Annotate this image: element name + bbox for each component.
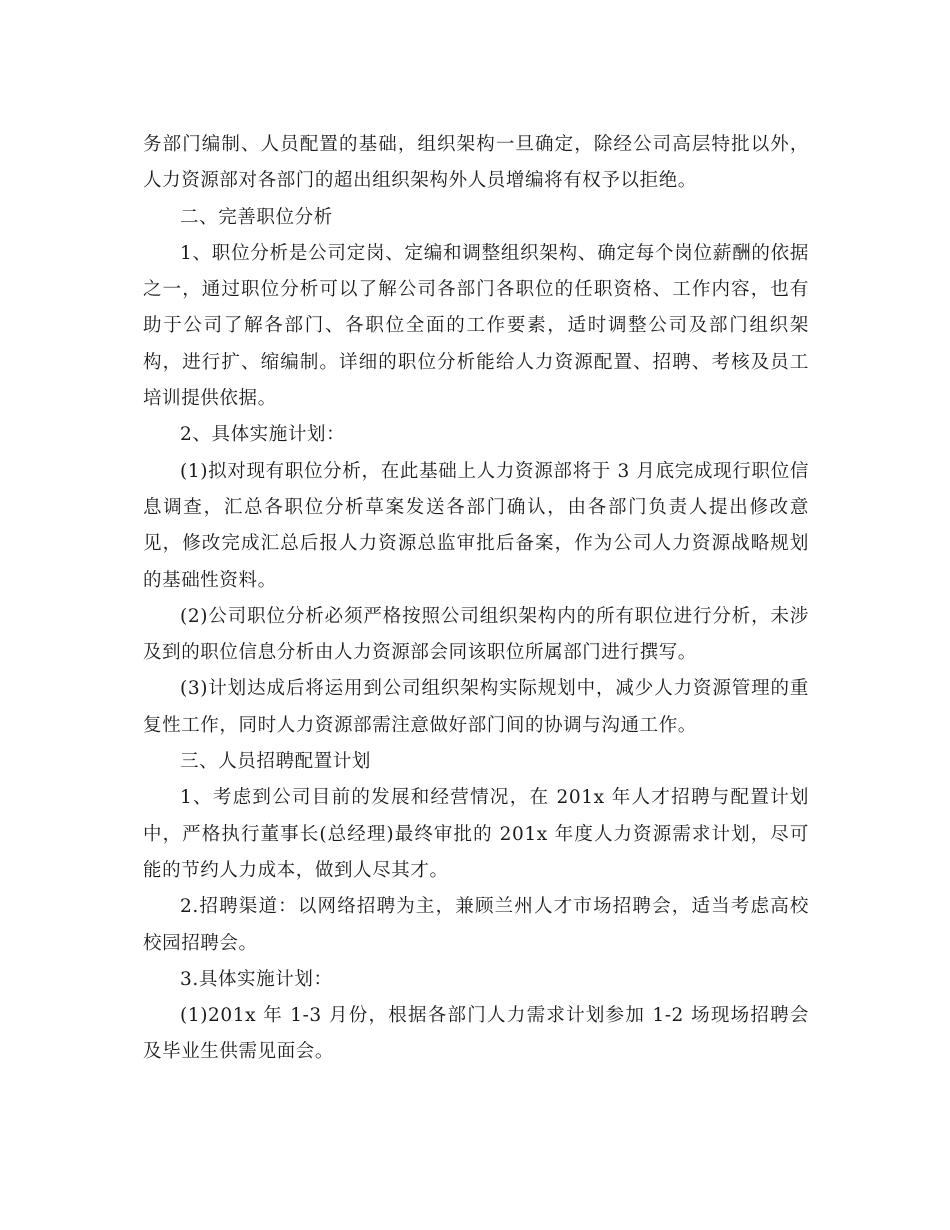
paragraph-plan-item-2: (2)公司职位分析必须严格按照公司组织架构内的所有职位进行分析，未涉及到的职位信息分析由人力资源部会同该职位所属部门进行撰写。 xyxy=(143,605,809,664)
section-heading-recruitment: 三、人员招聘配置计划 xyxy=(180,751,372,773)
paragraph-plan-item-3: (3)计划达成后将运用到公司组织架构实际规划中，减少人力资源管理的重复性工作，同时人力资源部需注意做好部门间的协调与沟通工作。 xyxy=(143,678,809,736)
subheading-recruitment-plan: 3.具体实施计划： xyxy=(180,968,333,990)
subheading-implementation-plan: 2、具体实施计划： xyxy=(180,424,346,446)
section-heading-job-analysis: 二、完善职位分析 xyxy=(180,206,333,228)
paragraph-recruitment-plan-item-1: (1)201x 年 1-3 月份，根据各部门人力需求计划参加 1-2 场现场招聘会及毕业生供需见面会。 xyxy=(143,1005,809,1063)
paragraph-plan-item-1: (1)拟对现有职位分析，在此基础上人力资源部将于 3 月底完成现行职位信息调查，汇总各职位分析草案发送各部门确认，由各部门负责人提出修改意见，修改完成汇总后报人力资源总监审批后备案，作为公司人力资源战略规划的基础性资料。 xyxy=(143,460,809,591)
paragraph-job-analysis-purpose: 1、职位分析是公司定岗、定编和调整组织架构、确定每个岗位薪酬的依据之一，通过职位分析可以了解公司各部门各职位的任职资格、工作内容，也有助于公司了解各部门、各职位全面的工作要素，适时调整公司及部门组织架构，进行扩、缩编制。详细的职位分析能给人力资源配置、招聘、考核及员工培训提供依据。 xyxy=(143,242,809,410)
paragraph-continuation: 务部门编制、人员配置的基础，组织架构一旦确定，除经公司高层特批以外，人力资源部对各部门的超出组织架构外人员增编将有权予以拒绝。 xyxy=(143,134,809,192)
document-body xyxy=(143,127,809,1071)
paragraph-recruitment-channels: 2.招聘渠道：以网络招聘为主，兼顾兰州人才市场招聘会，适当考虑高校校园招聘会。 xyxy=(143,896,809,954)
paragraph-recruitment-point-1: 1、考虑到公司目前的发展和经营情况，在 201x 年人才招聘与配置计划中，严格执行董事长(总经理)最终审批的 201x 年度人力资源需求计划，尽可能的节约人力成本，做到人尽其才。 xyxy=(143,787,809,881)
